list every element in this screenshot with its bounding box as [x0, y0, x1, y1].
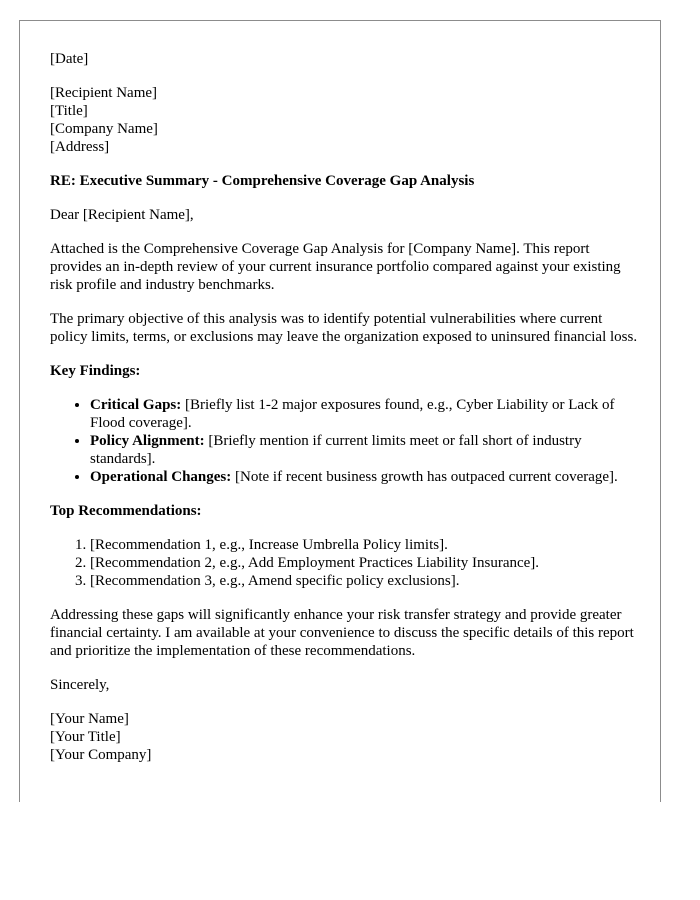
- intro-paragraph: Attached is the Comprehensive Coverage Gap Analysis for [Company Name]. This report provides an in-depth review of your current insurance portfolio compared against your existing risk profile and industry benchmarks.: [50, 241, 621, 293]
- closing-paragraph: Addressing these gaps will significantly enhance your risk transfer strategy and provide greater financial certainty. I am available at your convenience to discuss the specific details of this report and prioritize the implementation of these recommendations.: [50, 607, 634, 659]
- sender-title: [Your Title]: [50, 729, 121, 745]
- finding-text: [Briefly list 1-2 major exposures found, e.g., Cyber Liability or Lack of Flood coverage].: [90, 397, 615, 431]
- finding-label: Operational Changes:: [90, 469, 232, 485]
- key-findings-list: [50, 396, 640, 486]
- recipient-company: [Company Name]: [50, 121, 158, 137]
- letter-content: [50, 50, 640, 764]
- recommendations-heading: Top Recommendations:: [50, 503, 202, 519]
- recipient-name: [Recipient Name]: [50, 85, 158, 101]
- finding-label: Critical Gaps:: [90, 397, 182, 413]
- key-findings-heading: Key Findings:: [50, 363, 141, 379]
- finding-item-policy-alignment: [90, 432, 640, 468]
- recommendation-item: 1. [Recommendation 1, e.g., Increase Umbrella Policy limits].: [90, 536, 640, 554]
- finding-text: [Note if recent business growth has outpaced current coverage].: [231, 469, 618, 485]
- letter-page: [19, 20, 661, 802]
- recipient-title: [Title]: [50, 103, 88, 119]
- finding-item-critical-gaps: [90, 396, 640, 432]
- sender-company: [Your Company]: [50, 747, 152, 763]
- recipient-block: [50, 84, 640, 156]
- recipient-address: [Address]: [50, 139, 110, 155]
- sender-name: [Your Name]: [50, 711, 129, 727]
- sign-off: Sincerely,: [50, 677, 110, 693]
- subject-line: RE: Executive Summary - Comprehensive Coverage Gap Analysis: [50, 173, 475, 189]
- recommendation-item: 3. [Recommendation 3, e.g., Amend specific policy exclusions].: [90, 572, 640, 590]
- letter-date: [Date]: [50, 51, 89, 67]
- finding-label: Policy Alignment:: [90, 433, 205, 449]
- recommendation-item: 2. [Recommendation 2, e.g., Add Employment Practices Liability Insurance].: [90, 554, 640, 572]
- finding-text: [Briefly mention if current limits meet or fall short of industry standards].: [90, 433, 582, 467]
- objective-paragraph: The primary objective of this analysis was to identify potential vulnerabilities where current policy limits, terms, or exclusions may leave the organization exposed to uninsured financial loss.: [50, 311, 638, 345]
- salutation: Dear [Recipient Name],: [50, 207, 194, 223]
- finding-item-operational-changes: [90, 468, 640, 486]
- recommendations-list: [50, 536, 640, 590]
- signature-block: [50, 710, 640, 764]
